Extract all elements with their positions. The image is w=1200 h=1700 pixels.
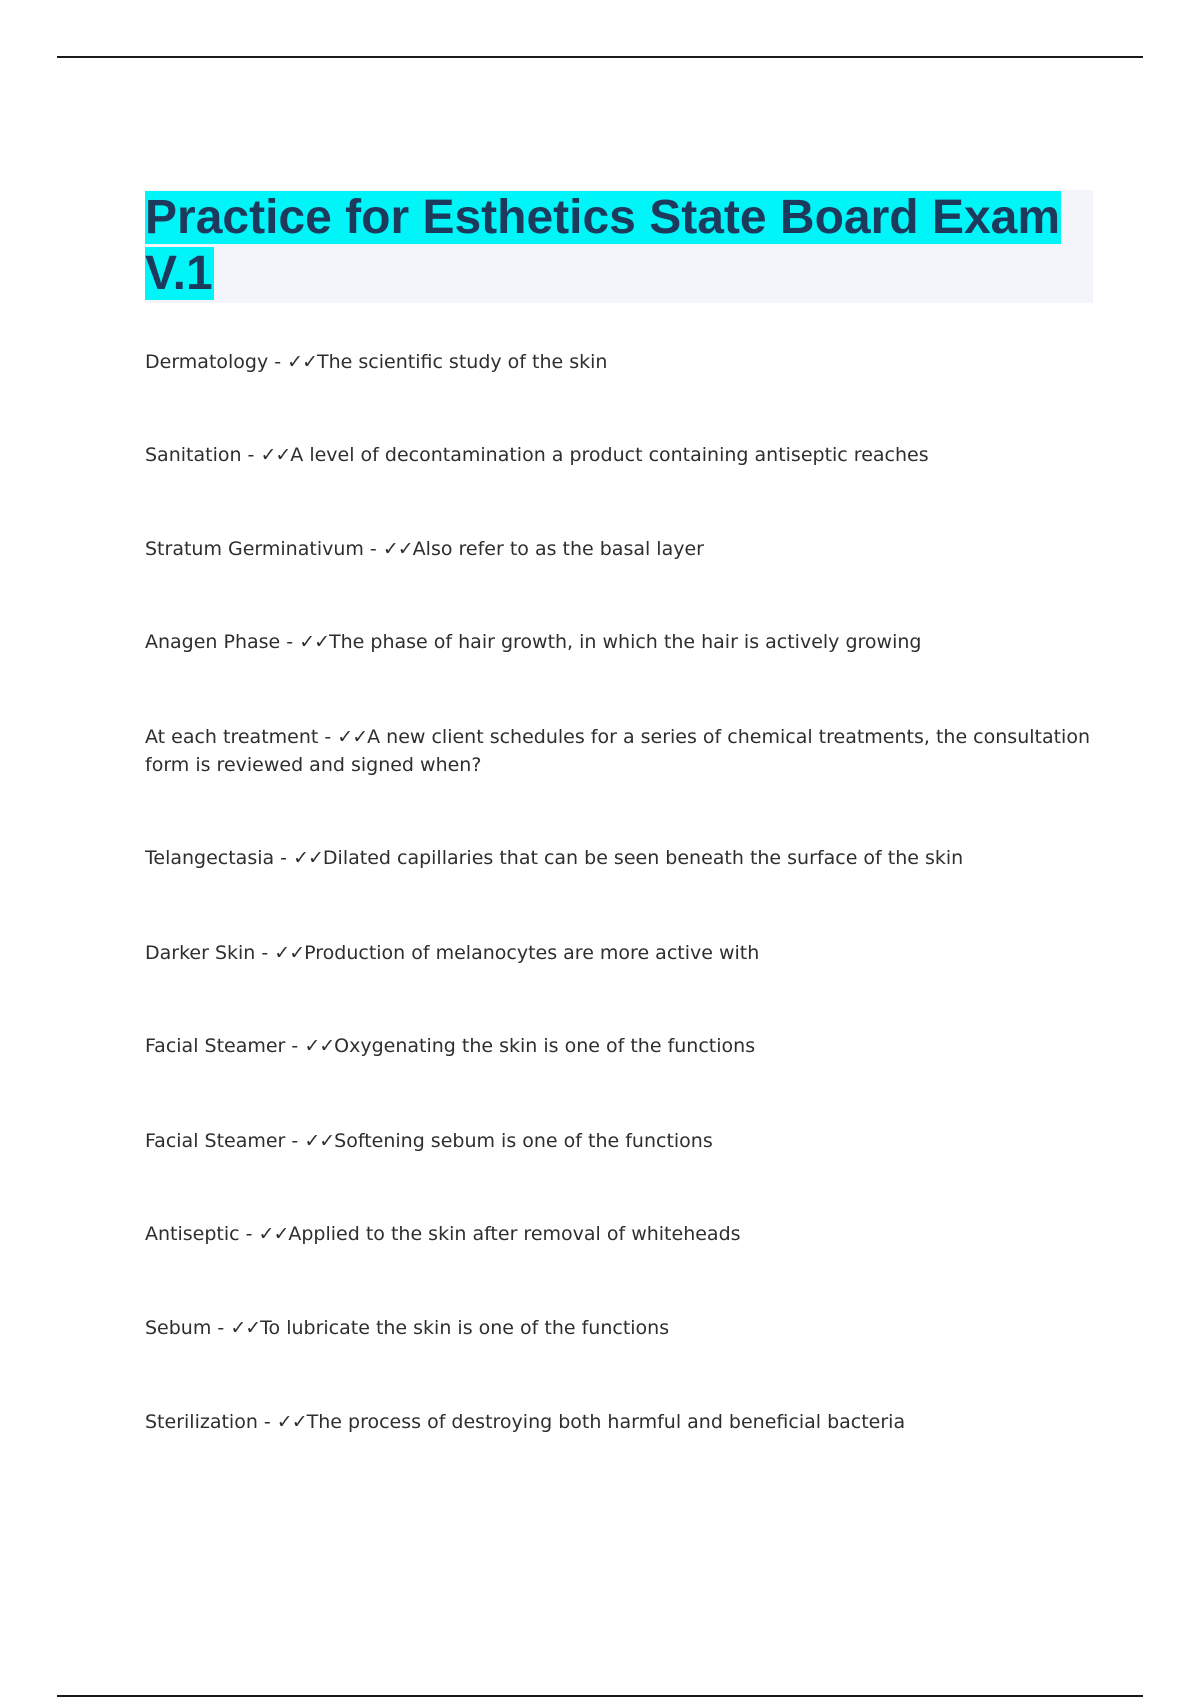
list-item [145,939,1095,967]
separator: - [363,538,383,560]
item-term: Facial Steamer [145,1035,286,1057]
separator: - [211,1317,231,1339]
separator: - [274,847,294,869]
separator: - [255,942,275,964]
title-line-2: V.1 [145,247,213,300]
checkmark-icon: ✓✓ [293,847,323,869]
checkmark-icon: ✓✓ [304,1130,335,1152]
item-term: Sterilization [145,1411,258,1433]
item-term: Dermatology [145,351,269,373]
list-item [145,1220,1095,1248]
checkmark-icon: ✓✓ [276,1411,307,1433]
list-item [145,628,1095,656]
list-item [145,1127,1095,1155]
separator: - [239,1223,259,1245]
item-definition: Softening sebum is one of the functions [334,1130,713,1152]
list-item [145,1314,1095,1342]
item-definition: To lubricate the skin is one of the functions [260,1317,670,1339]
checkmark-icon: ✓✓ [260,444,291,466]
title-line-1: Practice for Esthetics State Board Exam [145,191,1061,244]
item-definition: Dilated capillaries that can be seen beneath the surface of the skin [322,847,964,869]
item-term: Sanitation [145,444,242,466]
separator: - [285,1130,305,1152]
item-term: At each treatment [145,726,319,748]
separator: - [285,1035,305,1057]
separator: - [318,726,338,748]
item-definition: The scientific study of the skin [317,351,608,373]
item-definition: The phase of hair growth, in which the hair is actively growing [329,631,922,653]
top-rule [57,56,1143,58]
title-block [145,190,1093,303]
checkmark-icon: ✓✓ [304,1035,335,1057]
separator: - [241,444,261,466]
item-definition: A new client schedules for a series of chemical treatments, the consultation form is reviewed and signed when? [145,726,1090,776]
separator: - [257,1411,277,1433]
item-definition: The process of destroying both harmful and beneficial bacteria [306,1411,906,1433]
checkmark-icon: ✓✓ [337,726,368,748]
checkmark-icon: ✓✓ [299,631,330,653]
separator: - [268,351,288,373]
list-item [145,348,1095,376]
list-item [145,535,1095,563]
item-term: Antiseptic [145,1223,240,1245]
checkmark-icon: ✓✓ [287,351,318,373]
item-term: Telangectasia [145,847,275,869]
item-term: Sebum [145,1317,212,1339]
bottom-rule [57,1695,1143,1697]
list-item [145,1408,1095,1436]
item-definition: Production of melanocytes are more active with [304,942,760,964]
item-term: Stratum Germinativum [145,538,364,560]
checkmark-icon: ✓✓ [274,942,305,964]
list-item [145,723,1095,779]
item-term: Anagen Phase [145,631,281,653]
checkmark-icon: ✓✓ [258,1223,289,1245]
list-item [145,844,1095,872]
separator: - [280,631,300,653]
item-definition: Also refer to as the basal layer [412,538,704,560]
item-definition: A level of decontamination a product containing antiseptic reaches [290,444,929,466]
document-title [145,190,1093,302]
item-term: Darker Skin [145,942,256,964]
checkmark-icon: ✓✓ [382,538,413,560]
list-item [145,441,1095,469]
item-definition: Applied to the skin after removal of whiteheads [288,1223,741,1245]
item-term: Facial Steamer [145,1130,286,1152]
item-definition: Oxygenating the skin is one of the functions [334,1035,756,1057]
list-item [145,1032,1095,1060]
checkmark-icon: ✓✓ [230,1317,261,1339]
